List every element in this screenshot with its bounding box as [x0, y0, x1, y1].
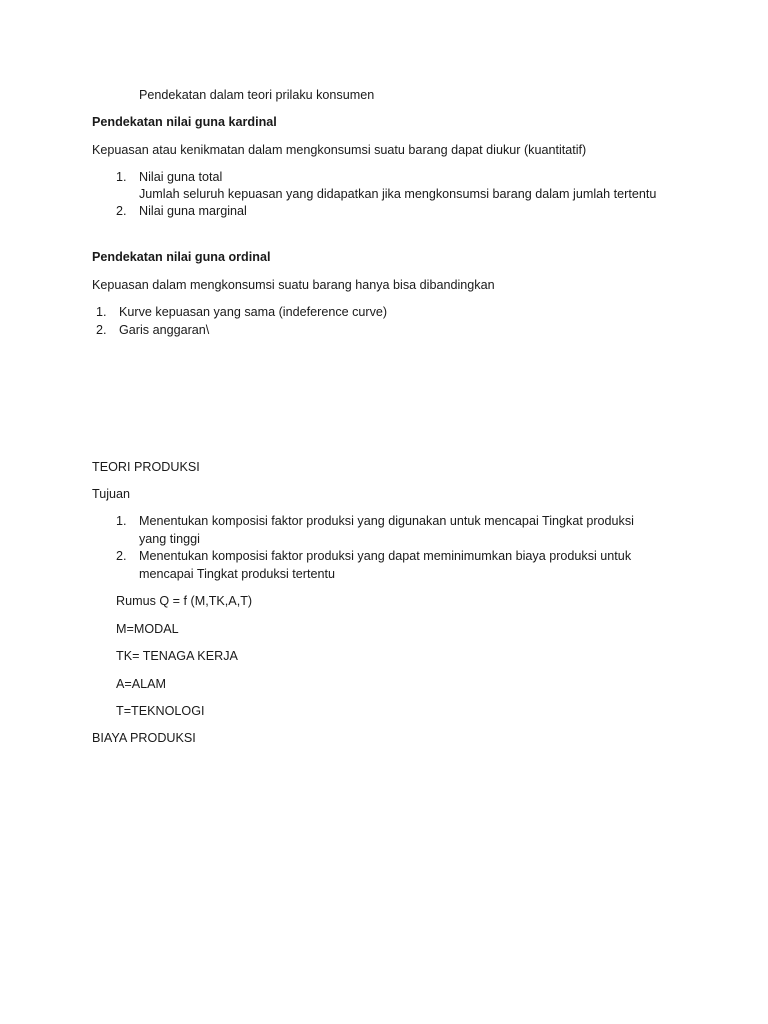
- list-item-text: Menentukan komposisi faktor produksi yang digunakan untuk mencapai Tingkat produksi: [139, 514, 634, 528]
- paragraph-ordinal: Kepuasan dalam mengkonsumsi suatu barang hanya bisa dibandingkan: [92, 278, 495, 292]
- list-item-text: Nilai guna total: [139, 170, 223, 184]
- list-item-number: 2.: [96, 323, 107, 337]
- list-item-text: Nilai guna marginal: [139, 204, 247, 218]
- list-item-number: 1.: [116, 514, 127, 528]
- list-item-number: 2.: [116, 549, 127, 563]
- definition-alam: A=ALAM: [116, 677, 167, 691]
- list-item-text: Kurve kepuasan yang sama (indeference curve): [119, 305, 388, 319]
- subheading-tujuan: Tujuan: [92, 487, 131, 501]
- list-item-continuation: mencapai Tingkat produksi tertentu: [139, 567, 336, 581]
- definition-tenaga-kerja: TK= TENAGA KERJA: [116, 649, 238, 663]
- list-item-text: Garis anggaran\: [119, 323, 210, 337]
- heading-ordinal: Pendekatan nilai guna ordinal: [92, 250, 271, 264]
- formula-text: Rumus Q = f (M,TK,A,T): [116, 594, 253, 608]
- paragraph-kardinal: Kepuasan atau kenikmatan dalam mengkonsumsi suatu barang dapat diukur (kuantitatif): [92, 143, 587, 157]
- heading-kardinal: Pendekatan nilai guna kardinal: [92, 115, 277, 129]
- document-title: Pendekatan dalam teori prilaku konsumen: [139, 88, 375, 102]
- heading-biaya-produksi: BIAYA PRODUKSI: [92, 731, 196, 745]
- definition-modal: M=MODAL: [116, 622, 179, 636]
- list-item-number: 1.: [116, 170, 127, 184]
- list-item-number: 2.: [116, 204, 127, 218]
- list-item-text: Menentukan komposisi faktor produksi yang dapat meminimumkan biaya produksi untuk: [139, 549, 632, 563]
- heading-teori-produksi: TEORI PRODUKSI: [92, 460, 200, 474]
- list-item-number: 1.: [96, 305, 107, 319]
- list-item-continuation: Jumlah seluruh kepuasan yang didapatkan jika mengkonsumsi barang dalam jumlah tertentu: [139, 187, 657, 201]
- definition-teknologi: T=TEKNOLOGI: [116, 704, 205, 718]
- list-item-continuation: yang tinggi: [139, 532, 200, 546]
